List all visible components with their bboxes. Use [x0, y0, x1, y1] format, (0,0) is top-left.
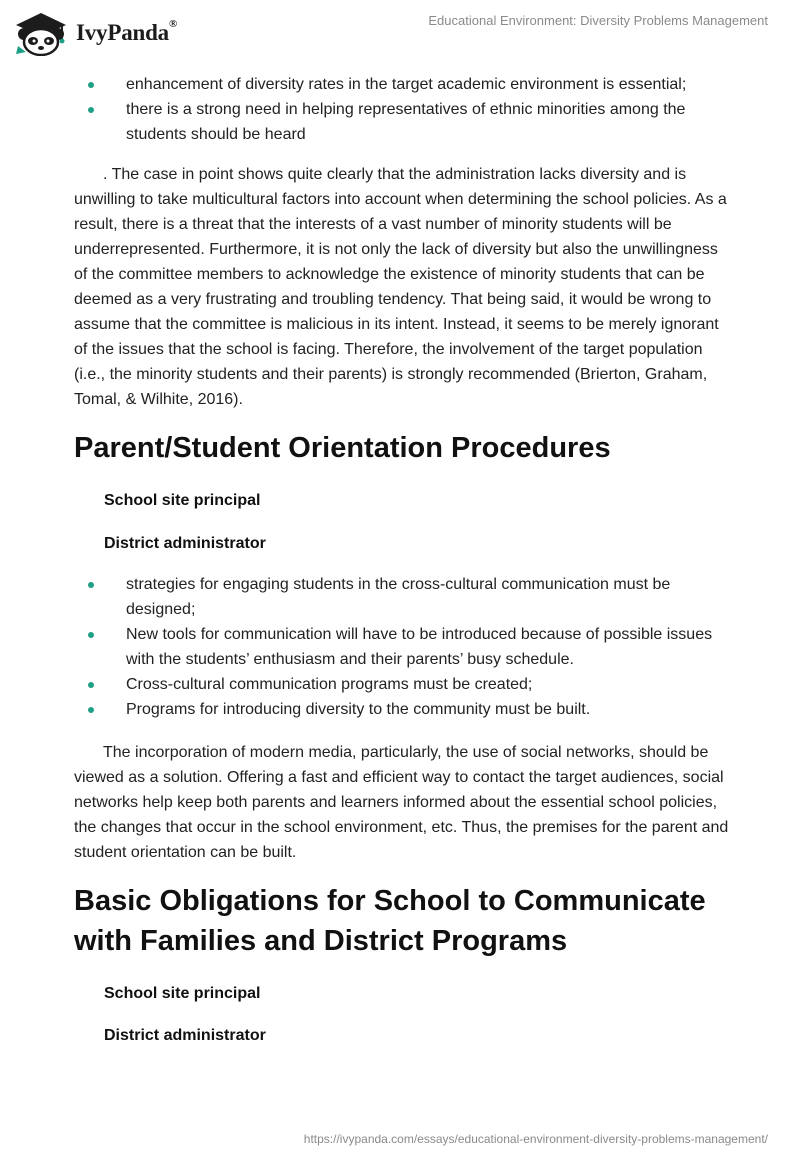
- list-item: [74, 97, 734, 147]
- section-heading-obligations: Basic Obligations for School to Communicate with Families and District Programs: [74, 885, 706, 957]
- panda-graduate-icon: [12, 10, 70, 56]
- role-label-principal: School site principal: [104, 492, 261, 509]
- bullet-dot-icon: [88, 107, 94, 113]
- registered-mark: ®: [168, 18, 178, 31]
- logo-wordmark: [76, 20, 177, 46]
- list-item: [74, 72, 734, 97]
- document-title: Educational Environment: Diversity Problems Management: [428, 13, 768, 28]
- list-item-text: Cross-cultural communication programs must be created;: [126, 676, 533, 693]
- bullet-dot-icon: [88, 632, 94, 638]
- role-label-district-admin: District administrator: [104, 1027, 266, 1044]
- bullet-dot-icon: [88, 682, 94, 688]
- list-item-text: Programs for introducing diversity to the community must be built.: [126, 701, 591, 718]
- list-item: [74, 572, 734, 622]
- list-item-text: strategies for engaging students in the cross-cultural communication must be designed;: [126, 576, 671, 618]
- paragraph-body-1: . The case in point shows quite clearly that the administration lacks diversity and is unwilling to take multicultural factors into account when determining the school policies. As a result, there is a threat that the interests of a vast number of minority students will be underrepresented. Furthermore, it is not only the lack of diversity but also the unwillingness of the committee members to acknowledge the existence of minority students that can be deemed as a very frustrating and troubling tendency. That being said, it would be wrong to assume that the committee is malicious in its intent. Instead, it seems to be merely ignorant of the issues that the school is facing. Therefore, the involvement of the target population (i.e., the minority students and their parents) is strongly recommended (Brierton, Graham, Tomal, & Wilhite, 2016).: [74, 166, 727, 408]
- bullet-dot-icon: [88, 582, 94, 588]
- list-item-text: New tools for communication will have to be introduced because of possible issues with the students’ enthusiasm and their parents’ busy schedule.: [126, 626, 713, 668]
- section-heading-orientation: Parent/Student Orientation Procedures: [74, 432, 611, 464]
- bullet-dot-icon: [88, 82, 94, 88]
- role-label-district-admin: District administrator: [104, 535, 266, 552]
- role-label-principal: School site principal: [104, 985, 261, 1002]
- list-item: [74, 672, 734, 697]
- logo-name: IvyPanda: [76, 20, 169, 45]
- list-item-text: enhancement of diversity rates in the target academic environment is essential;: [126, 76, 687, 93]
- bullet-list-orientation: [74, 572, 734, 722]
- bullet-dot-icon: [88, 707, 94, 713]
- bullet-list-top: [74, 72, 734, 147]
- list-item: [74, 697, 734, 722]
- list-item-text: there is a strong need in helping representatives of ethnic minorities among the students should be heard: [126, 101, 686, 143]
- site-logo[interactable]: [12, 8, 177, 58]
- paragraph-body-2: The incorporation of modern media, particularly, the use of social networks, should be viewed as a solution. Offering a fast and efficient way to contact the target audiences, social networks help keep both parents and learners informed about the essential school policies, the changes that occur in the school environment, etc. Thus, the premises for the parent and student orientation can be built.: [74, 744, 729, 861]
- source-url[interactable]: https://ivypanda.com/essays/educational-environment-diversity-problems-management/: [303, 1132, 768, 1146]
- list-item: [74, 622, 734, 672]
